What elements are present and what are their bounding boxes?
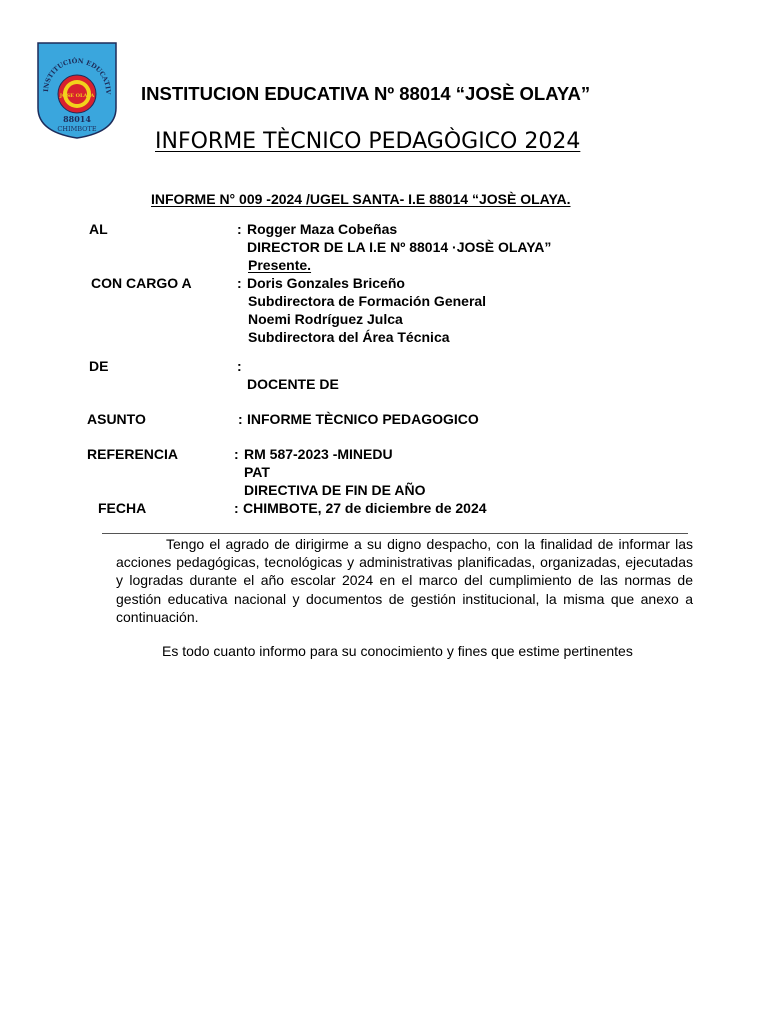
closing-sentence: Es todo cuanto informo para su conocimiento y fines que estime pertinentes bbox=[162, 643, 633, 659]
field-value-referencia-2: PAT bbox=[244, 464, 270, 480]
field-colon-con-cargo: : bbox=[237, 275, 242, 291]
document-title: INFORME TÈCNICO PEDAGÒGICO 2024 bbox=[155, 129, 581, 154]
separator-line bbox=[102, 533, 688, 534]
field-colon-asunto: : bbox=[238, 411, 243, 427]
field-colon-referencia: : bbox=[234, 446, 239, 462]
field-value-con-cargo-1: Doris Gonzales Briceño bbox=[247, 275, 405, 291]
logo-number: 88014 bbox=[63, 114, 91, 124]
field-value-asunto: INFORME TÈCNICO PEDAGOGICO bbox=[247, 411, 479, 427]
field-value-fecha: CHIMBOTE, 27 de diciembre de 2024 bbox=[243, 500, 487, 516]
logo-city: CHIMBOTE bbox=[57, 125, 97, 133]
logo-center-text: JOSE OLAYA bbox=[59, 93, 95, 99]
field-label-fecha: FECHA bbox=[98, 500, 147, 516]
field-label-asunto: ASUNTO bbox=[87, 411, 146, 427]
field-label-al: AL bbox=[89, 221, 108, 237]
field-value-referencia-1: RM 587-2023 -MINEDU bbox=[244, 446, 393, 462]
field-value-con-cargo-4: Subdirectora del Área Técnica bbox=[248, 329, 450, 345]
field-value-al-presente: Presente. bbox=[248, 257, 312, 273]
field-value-referencia-3: DIRECTIVA DE FIN DE AÑO bbox=[244, 482, 426, 498]
field-colon-de: : bbox=[237, 358, 242, 374]
field-colon-fecha: : bbox=[234, 500, 239, 516]
field-value-al-name: Rogger Maza Cobeñas bbox=[247, 221, 398, 237]
body-paragraph: Tengo el agrado de dirigirme a su digno despacho, con la finalidad de informar las acciones pedagógicas, tecnológicas y administrativas planificadas, organizadas, ejecutadas y logradas durante el año escolar 2024 en el marco del cumplimiento de las normas de gestión educativa nacional y documentos de gestión institucional, la misma que anexo a continuación. bbox=[116, 536, 693, 625]
field-value-con-cargo-2: Subdirectora de Formación General bbox=[248, 293, 487, 309]
field-label-referencia: REFERENCIA bbox=[87, 446, 179, 462]
school-logo bbox=[34, 40, 120, 140]
field-label-con-cargo: CON CARGO A bbox=[91, 275, 192, 291]
logo-arc-text: INSTITUCIÓN EDUCATIV bbox=[41, 56, 113, 94]
field-colon-al: : bbox=[237, 221, 242, 237]
field-label-de: DE bbox=[89, 358, 109, 374]
field-value-con-cargo-3: Noemi Rodríguez Julca bbox=[248, 311, 403, 327]
field-value-al-position: DIRECTOR DE LA I.E Nº 88014 ·JOSÈ OLAYA” bbox=[247, 239, 552, 255]
institution-name: INSTITUCION EDUCATIVA Nº 88014 “JOSÈ OLAYA” bbox=[141, 83, 591, 104]
field-value-de: DOCENTE DE bbox=[247, 376, 339, 392]
report-number: INFORME N° 009 -2024 /UGEL SANTA- I.E 88014 “JOSÈ OLAYA. bbox=[151, 191, 571, 207]
